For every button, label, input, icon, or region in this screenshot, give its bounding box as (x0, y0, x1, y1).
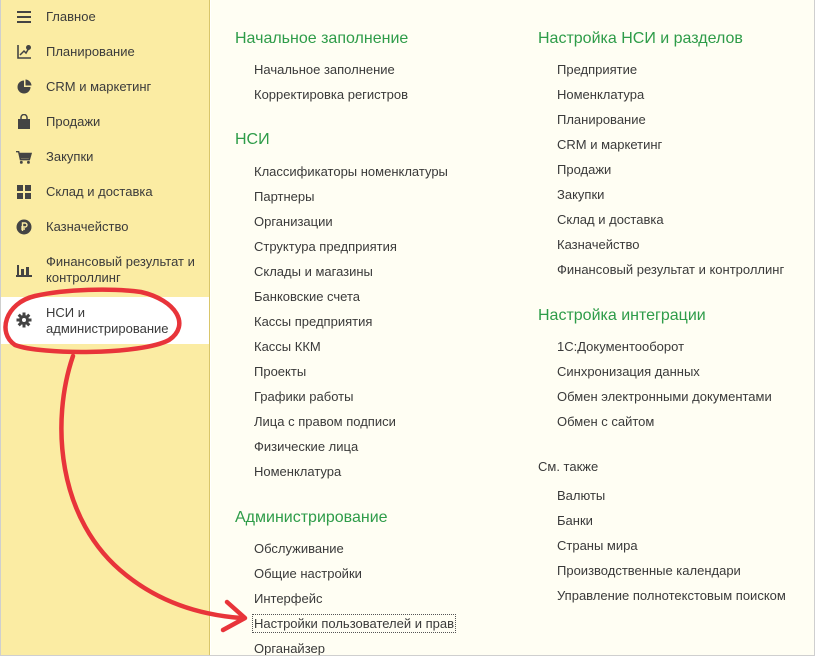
link-banks[interactable]: Банки (557, 513, 593, 528)
link-general-settings[interactable]: Общие настройки (254, 566, 362, 581)
sidebar-item-label: Казначейство (46, 219, 129, 234)
link-settings-purchases[interactable]: Закупки (557, 187, 605, 202)
link-edi-exchange[interactable]: Обмен электронными документами (557, 389, 772, 404)
link-settings-warehouse[interactable]: Склад и доставка (557, 212, 664, 227)
gear-icon (16, 312, 32, 328)
sidebar (1, 0, 210, 656)
link-site-exchange[interactable]: Обмен с сайтом (557, 414, 655, 429)
sidebar-item-main[interactable] (1, 8, 209, 26)
shopping-bag-icon (16, 114, 32, 130)
section-title-initial: Начальное заполнение (235, 30, 409, 47)
sidebar-item-warehouse[interactable] (1, 183, 209, 201)
link-bank-accounts[interactable]: Банковские счета (254, 289, 361, 304)
link-company-cash[interactable]: Кассы предприятия (254, 314, 373, 329)
sidebar-item-label: Склад и доставка (46, 184, 153, 199)
link-warehouses-stores[interactable]: Склады и магазины (254, 264, 373, 279)
link-partners[interactable]: Партнеры (254, 189, 315, 204)
link-production-calendars[interactable]: Производственные календари (557, 563, 741, 578)
link-user-rights-settings[interactable]: Настройки пользователей и прав (254, 616, 455, 631)
planning-chart-icon (16, 44, 32, 60)
link-individuals[interactable]: Физические лица (254, 439, 359, 454)
link-data-sync[interactable]: Синхронизация данных (557, 364, 700, 379)
sidebar-item-sales[interactable] (1, 113, 209, 131)
section-title-nsi: НСИ (235, 131, 270, 148)
section-title-admin: Администрирование (235, 509, 388, 526)
sidebar-item-planning[interactable] (1, 43, 209, 61)
bar-chart-icon (16, 262, 32, 278)
link-settings-finance[interactable]: Финансовый результат и контроллинг (557, 262, 785, 277)
link-nomenclature[interactable]: Номенклатура (254, 464, 342, 479)
cart-icon (16, 149, 32, 165)
link-projects[interactable]: Проекты (254, 364, 307, 379)
link-settings-nomenclature[interactable]: Номенклатура (557, 87, 645, 102)
see-also-title: См. также (538, 459, 599, 474)
sidebar-item-label: Финансовый результат и контроллинг (46, 254, 195, 285)
link-register-adjustment[interactable]: Корректировка регистров (254, 87, 409, 102)
link-signatories[interactable]: Лица с правом подписи (254, 414, 396, 429)
link-settings-treasury[interactable]: Казначейство (557, 237, 640, 252)
section-title-nsi-settings: Настройка НСИ и разделов (538, 30, 743, 47)
link-fulltext-search[interactable]: Управление полнотекстовым поиском (557, 588, 786, 603)
main-panel (211, 0, 815, 656)
sidebar-item-label: Главное (46, 9, 96, 24)
sidebar-item-label: Закупки (46, 149, 94, 164)
link-initial-fill[interactable]: Начальное заполнение (254, 62, 395, 77)
warehouse-grid-icon (16, 184, 32, 200)
link-nomenclature-classifiers[interactable]: Классификаторы номенклатуры (254, 164, 448, 179)
link-settings-sales[interactable]: Продажи (557, 162, 612, 177)
link-1c-docflow[interactable]: 1С:Документооборот (557, 339, 685, 354)
sidebar-item-label: CRM и маркетинг (46, 79, 152, 94)
link-currencies[interactable]: Валюты (557, 488, 606, 503)
link-enterprise[interactable]: Предприятие (557, 62, 638, 77)
menu-icon (16, 9, 32, 25)
sidebar-item-label: НСИ и администрирование (46, 305, 169, 336)
link-organizations[interactable]: Организации (254, 214, 333, 229)
link-company-structure[interactable]: Структура предприятия (254, 239, 397, 254)
link-settings-planning[interactable]: Планирование (557, 112, 646, 127)
link-organizer[interactable]: Органайзер (254, 641, 325, 656)
link-countries[interactable]: Страны мира (557, 538, 638, 553)
section-title-integration: Настройка интеграции (538, 307, 706, 324)
link-settings-crm[interactable]: CRM и маркетинг (557, 137, 663, 152)
link-kkm-cash[interactable]: Кассы ККМ (254, 339, 321, 354)
link-maintenance[interactable]: Обслуживание (254, 541, 344, 556)
link-work-schedules[interactable]: Графики работы (254, 389, 354, 404)
pie-chart-icon (16, 79, 32, 95)
sidebar-item-treasury[interactable] (1, 218, 209, 236)
sidebar-item-nsi-admin[interactable] (1, 297, 209, 344)
link-interface[interactable]: Интерфейс (254, 591, 323, 606)
sidebar-item-label: Планирование (46, 44, 135, 59)
sidebar-item-label: Продажи (46, 114, 101, 129)
sidebar-item-crm[interactable] (1, 78, 209, 96)
sidebar-item-purchases[interactable] (1, 148, 209, 166)
sidebar-item-finance[interactable] (1, 253, 209, 287)
ruble-icon (16, 219, 32, 235)
